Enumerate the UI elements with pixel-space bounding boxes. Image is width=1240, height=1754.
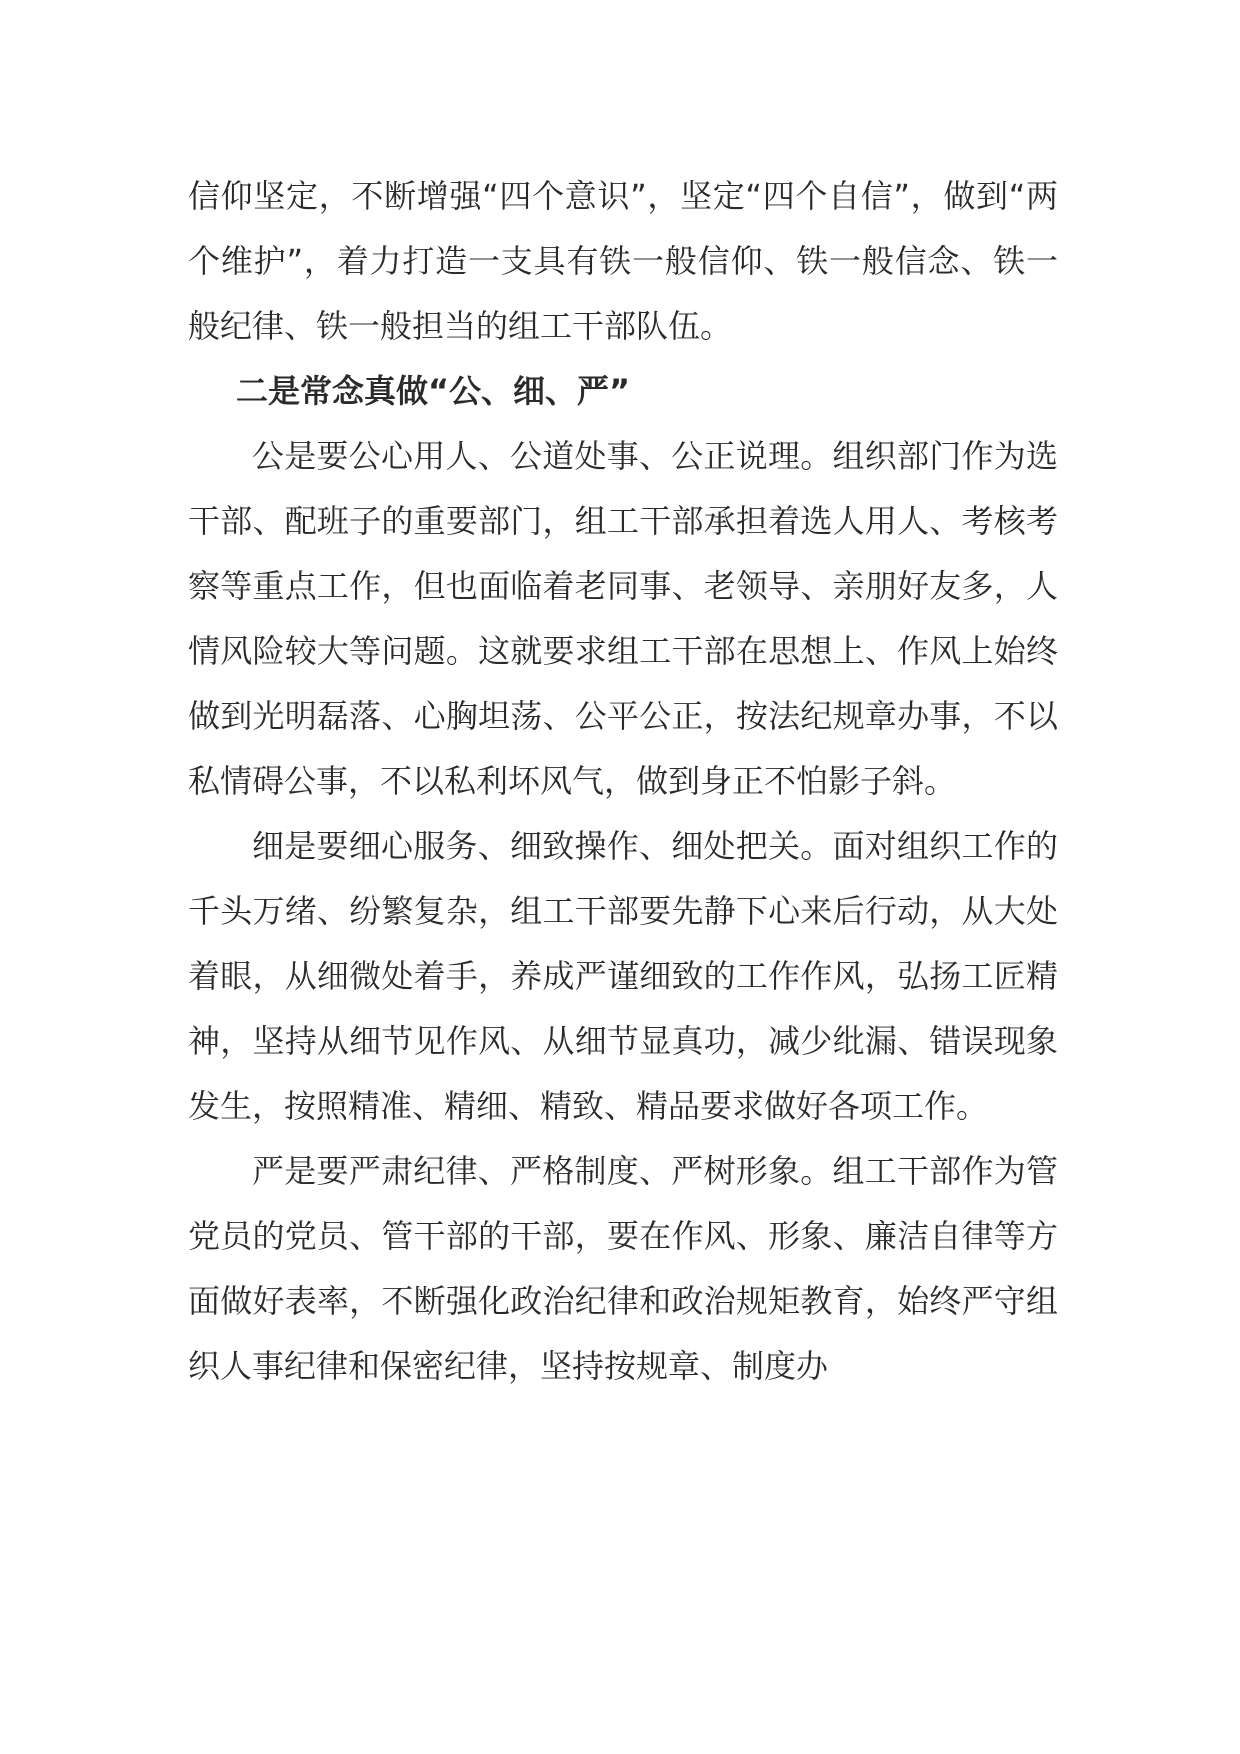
paragraph-xi: 细是要细心服务、细致操作、细处把关。面对组织工作的千头万绪、纷繁复杂，组工干部要先静下心来后行动，从大处着眼，从细微处着手，养成严谨细致的工作作风，弘扬工匠精神，坚持从细节见作风、从细节显真功，减少纰漏、错误现象发生，按照精准、精细、精致、精品要求做好各项工作。 xyxy=(188,827,1058,1125)
document-body xyxy=(188,164,1058,1399)
section-heading: 二是常念真做“公、细、严” xyxy=(236,372,631,410)
paragraph-continued: 信仰坚定，不断增强“四个意识”，坚定“四个自信”，做到“两个维护”，着力打造一支具有铁一般信仰、铁一般信念、铁一般纪律、铁一般担当的组工干部队伍。 xyxy=(188,177,1058,345)
paragraph-yan: 严是要严肃纪律、严格制度、严树形象。组工干部作为管党员的党员、管干部的干部，要在作风、形象、廉洁自律等方面做好表率，不断强化政治纪律和政治规矩教育，始终严守组织人事纪律和保密纪律，坚持按规章、制度办 xyxy=(188,1152,1058,1385)
paragraph-gong: 公是要公心用人、公道处事、公正说理。组织部门作为选干部、配班子的重要部门，组工干部承担着选人用人、考核考察等重点工作，但也面临着老同事、老领导、亲朋好友多，人情风险较大等问题。这就要求组工干部在思想上、作风上始终做到光明磊落、心胸坦荡、公平公正，按法纪规章办事，不以私情碍公事，不以私利坏风气，做到身正不怕影子斜。 xyxy=(188,437,1058,800)
